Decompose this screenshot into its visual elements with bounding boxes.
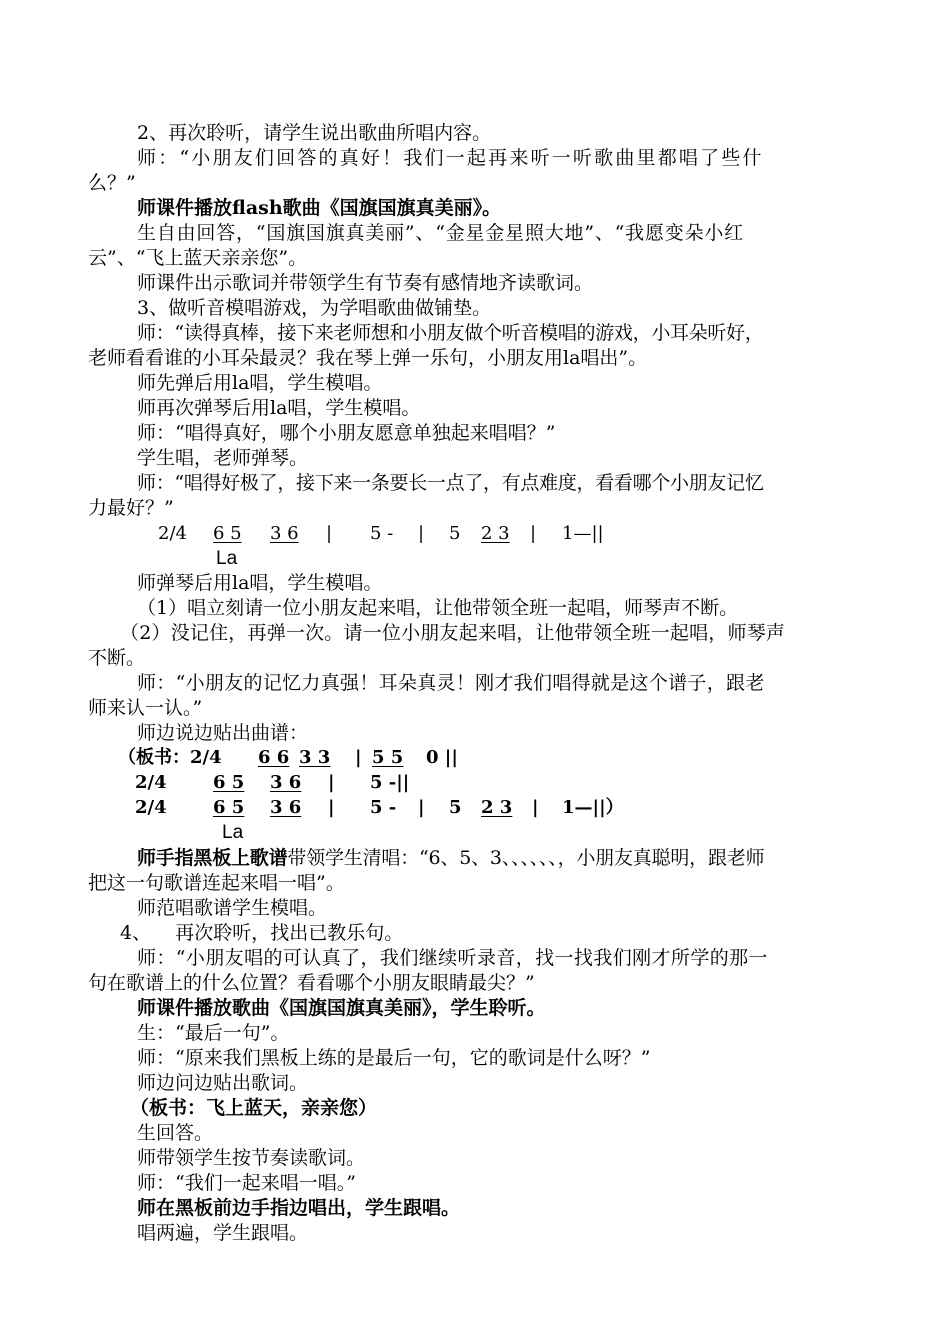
text-line: 把这一句歌谱连起来唱一唱”。 xyxy=(88,872,345,894)
text-line: 师来认一认。” xyxy=(88,697,203,719)
text-line: 么？” xyxy=(88,172,136,194)
text-line: 师课件出示歌词并带领学生有节奏有感情地齐读歌词。 xyxy=(137,272,594,294)
text-line: 师范唱歌谱学生模唱。 xyxy=(137,897,328,919)
text-line: 师边问边贴出歌词。 xyxy=(137,1072,309,1094)
text-line: 3、做听音模唱游戏，为学唱歌曲做铺垫。 xyxy=(137,297,492,319)
lyric-syllable: La xyxy=(216,548,238,569)
text-line: 师先弹后用la唱，学生模唱。 xyxy=(137,372,383,394)
note-group: 6 6 xyxy=(258,747,290,768)
note-group: 5 xyxy=(449,797,462,818)
note-group: 5 -|| xyxy=(370,772,410,793)
text-line: 师：“我们一起来唱一唱。” xyxy=(137,1172,356,1194)
text-line: 师：“小朋友的记忆力真强！耳朵真灵！刚才我们唱得就是这个谱子，跟老 xyxy=(137,672,765,694)
lyric-syllable: La xyxy=(222,822,244,843)
note-group: 3 3 xyxy=(299,747,331,768)
text-line: 生：“最后一句”。 xyxy=(137,1022,290,1044)
text-line xyxy=(137,845,764,871)
text-line: 师：“原来我们黑板上练的是最后一句，它的歌词是什么呀？” xyxy=(137,1047,651,1069)
time-signature: 2/4 xyxy=(135,772,167,793)
text-rest: 带领学生清唱：“6、5、3、、、、、、，小朋友真聪明，跟老师 xyxy=(287,847,765,869)
text-line: 师：“读得真棒，接下来老师想和小朋友做个听音模唱的游戏，小耳朵听好， xyxy=(137,322,764,344)
text-line: 学生唱，老师弹琴。 xyxy=(137,447,309,469)
bar-line: | xyxy=(418,523,425,544)
text-line: （1）唱立刻请一位小朋友起来唱，让他带领全班一起唱，师琴声不断。 xyxy=(137,597,739,619)
text-line: 2、再次聆听，请学生说出歌曲所唱内容。 xyxy=(137,122,492,144)
note-group: 2 3 xyxy=(481,523,510,544)
bar-line: | xyxy=(328,797,335,818)
note-group: 6 5 xyxy=(213,772,245,793)
text-line: 4、 再次聆听，找出已教乐句。 xyxy=(120,922,404,944)
note-group: 2 3 xyxy=(481,797,513,818)
text-line: 师弹琴后用la唱，学生模唱。 xyxy=(137,572,383,594)
text-line-bold: （板书：飞上蓝天，亲亲您） xyxy=(130,1097,378,1119)
note-group: 5 - xyxy=(370,523,394,544)
bar-line: | xyxy=(532,797,539,818)
note-group: 5 xyxy=(449,523,461,544)
note-group: 3 6 xyxy=(270,772,302,793)
text-line: 不断。 xyxy=(88,647,146,669)
text-line: 师带领学生按节奏读歌词。 xyxy=(137,1147,366,1169)
text-line: 云”、“飞上蓝天亲亲您”。 xyxy=(88,247,308,269)
time-signature: 2/4 xyxy=(158,523,187,544)
text-line: 师：“唱得真好，哪个小朋友愿意单独起来唱唱？” xyxy=(137,422,556,444)
bar-line: | xyxy=(326,523,333,544)
text-line: 师再次弹琴后用la唱，学生模唱。 xyxy=(137,397,421,419)
text-line-bold: 师课件播放flash歌曲《国旗国旗真美丽》。 xyxy=(137,197,502,219)
text-line: 师：“小朋友唱的可认真了，我们继续听录音，找一找我们刚才所学的那一 xyxy=(137,947,768,969)
note-group: 3 6 xyxy=(270,523,299,544)
bar-line: | xyxy=(328,772,335,793)
board-prefix: （板书：2/4 xyxy=(118,747,222,768)
text-line: 生回答。 xyxy=(137,1122,214,1144)
text-line-bold: 师在黑板前边手指边唱出，学生跟唱。 xyxy=(137,1197,461,1219)
text-line: 句在歌谱上的什么位置？看看哪个小朋友眼睛最尖？” xyxy=(88,972,535,994)
text-line-bold: 师课件播放歌曲《国旗国旗真美丽》，学生聆听。 xyxy=(137,997,546,1019)
note-group: 1—|| xyxy=(562,523,604,544)
text-line: 力最好？” xyxy=(88,497,174,519)
text-line: （2）没记住，再弹一次。请一位小朋友起来唱，让他带领全班一起唱，师琴声 xyxy=(120,622,786,644)
text-line: 师：“小朋友们回答的真好！我们一起再来听一听歌曲里都唱了些什 xyxy=(137,147,764,169)
text-line: 生自由回答，“国旗国旗真美丽”、“金星金星照大地”、“我愿变朵小红 xyxy=(137,222,744,244)
bar-line: | xyxy=(418,797,425,818)
bar-line: | xyxy=(355,747,362,768)
text-line: 唱两遍，学生跟唱。 xyxy=(137,1222,309,1244)
note-group: 5 5 xyxy=(372,747,404,768)
time-signature: 2/4 xyxy=(135,797,167,818)
note-group: 0 || xyxy=(426,747,458,768)
text-line: 老师看看谁的小耳朵最灵？我在琴上弹一乐句，小朋友用la唱出”。 xyxy=(88,347,648,369)
text-line: 师：“唱得好极了，接下来一条要长一点了，有点难度，看看哪个小朋友记忆 xyxy=(137,472,764,494)
note-group: 3 6 xyxy=(270,797,302,818)
bar-line: | xyxy=(530,523,537,544)
note-group: 1—||） xyxy=(562,797,624,818)
note-group: 6 5 xyxy=(213,797,245,818)
note-group: 6 5 xyxy=(213,523,242,544)
text-bold-lead: 师手指黑板上歌谱 xyxy=(137,847,288,869)
text-line: 师边说边贴出曲谱： xyxy=(137,722,309,744)
note-group: 5 - xyxy=(370,797,397,818)
